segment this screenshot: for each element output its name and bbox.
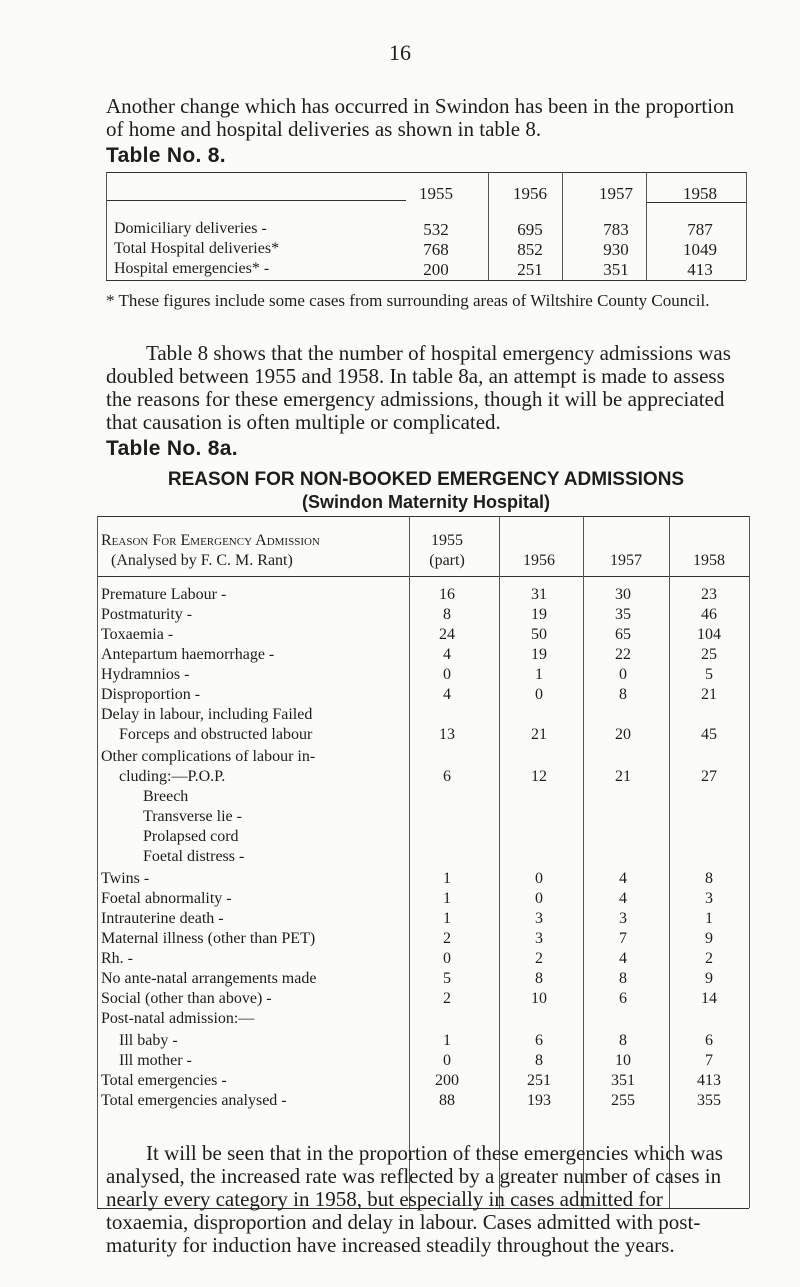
cell: 88 [439, 1092, 455, 1109]
intro-paragraph: Another change which has occurred in Swindon has been in the proportion of home and hospital deliveries as shown in table 8. [106, 94, 735, 141]
table8a-row [97, 686, 749, 708]
table8a-row [97, 1072, 749, 1094]
cell: 24 [439, 626, 455, 643]
row-label: Intrauterine death - [101, 910, 224, 927]
cell: 10 [615, 1052, 631, 1069]
table8-cell: 413 [687, 260, 713, 279]
row-label: Foetal abnormality - [101, 890, 232, 907]
table8a-title: REASON FOR NON-BOOKED EMERGENCY ADMISSIONS [167, 469, 685, 490]
table8-year-1957: 1957 [599, 184, 633, 203]
table8-cell: 783 [603, 220, 629, 239]
table8-cell: 200 [423, 260, 449, 279]
table8a-row [97, 586, 749, 608]
cell: 2 [705, 950, 713, 967]
row-label: Toxaemia - [101, 626, 174, 643]
table8a-year-1955-part: (part) [429, 552, 465, 569]
table8-cell: 852 [517, 240, 543, 259]
cell: 104 [697, 626, 721, 643]
table8-cell: 930 [603, 240, 629, 259]
table8a-row [97, 990, 749, 1012]
cell: 21 [701, 686, 717, 703]
table8a-row [97, 970, 749, 992]
table8a-row [97, 1052, 749, 1074]
cell: 8 [443, 606, 451, 623]
table8a-row [97, 870, 749, 892]
table8a-year-1957: 1957 [610, 552, 642, 569]
cell: 19 [531, 646, 547, 663]
cell: 7 [705, 1052, 713, 1069]
table8-heading: Table No. 8. [106, 144, 226, 167]
cell: 2 [535, 950, 543, 967]
row-label: Foetal distress - [143, 848, 245, 865]
row-label: Antepartum haemorrhage - [101, 646, 275, 663]
row-label: Social (other than above) - [101, 990, 272, 1007]
row-label: Twins - [101, 870, 150, 887]
table8-year-1955: 1955 [419, 184, 453, 203]
table8a-row [97, 788, 749, 810]
cell: 23 [701, 586, 717, 603]
row-label: Forceps and obstructed labour [119, 726, 313, 743]
table8a-row [97, 808, 749, 830]
cell: 4 [619, 870, 627, 887]
table8a-row [97, 606, 749, 628]
cell: 20 [615, 726, 631, 743]
cell: 25 [701, 646, 717, 663]
table8-row-label: Total Hospital deliveries* [114, 240, 280, 257]
cell: 1 [443, 890, 451, 907]
row-label: Transverse lie - [143, 808, 242, 825]
table8-cell: 695 [517, 220, 543, 239]
cell: 65 [615, 626, 631, 643]
cell: 46 [701, 606, 717, 623]
row-label: Ill mother - [119, 1052, 192, 1069]
table8a-row [97, 1010, 749, 1032]
cell: 6 [443, 768, 451, 785]
cell: 27 [701, 768, 717, 785]
cell: 9 [705, 970, 713, 987]
table8a-year-1958: 1958 [693, 552, 725, 569]
cell: 4 [619, 950, 627, 967]
table8a-row [97, 706, 749, 728]
cell: 5 [443, 970, 451, 987]
table8-row-label: Domiciliary deliveries - [114, 220, 267, 237]
table8 [106, 172, 746, 280]
cell: 8 [535, 1052, 543, 1069]
closing-paragraph: It will be seen that in the proportion of these emergencies which was analysed, the increased rate was reflected by a greater number of cases in nearly every category in 1958, but especially in cases admitted for toxaemia, disproportion and delay in labour. Cases admitted with post-maturity for induction have increased steadily throughout the years. [106, 1141, 723, 1257]
table8a-row [97, 950, 749, 972]
table8a-row [97, 646, 749, 668]
table8a-row [97, 930, 749, 952]
row-label: Rh. - [101, 950, 133, 967]
cell: 4 [443, 686, 451, 703]
cell: 50 [531, 626, 547, 643]
table8a-year-1955: 1955 [431, 532, 463, 549]
cell: 30 [615, 586, 631, 603]
table8a-row [97, 828, 749, 850]
table8a-col-header: Reason For Emergency Admission [101, 532, 320, 549]
table8-cell: 251 [517, 260, 543, 279]
cell: 2 [443, 930, 451, 947]
cell: 1 [443, 910, 451, 927]
cell: 1 [705, 910, 713, 927]
row-label: Ill baby - [119, 1032, 178, 1049]
cell: 3 [535, 910, 543, 927]
cell: 45 [701, 726, 717, 743]
table8a-row [97, 626, 749, 648]
cell: 6 [535, 1032, 543, 1049]
table8a-year-1956: 1956 [523, 552, 555, 569]
cell: 9 [705, 930, 713, 947]
row-label: Disproportion - [101, 686, 201, 703]
cell: 351 [611, 1072, 635, 1089]
table8-cell: 351 [603, 260, 629, 279]
table8a-row [97, 748, 749, 770]
table8a-col-subheader: (Analysed by F. C. M. Rant) [111, 552, 293, 569]
page-number: 16 [389, 40, 411, 65]
table8a-row [97, 1032, 749, 1054]
table8a [97, 516, 749, 1210]
cell: 35 [615, 606, 631, 623]
row-label: No ante-natal arrangements made [101, 970, 317, 987]
row-label: Breech [143, 788, 189, 805]
cell: 16 [439, 586, 455, 603]
cell: 4 [443, 646, 451, 663]
cell: 8 [705, 870, 713, 887]
table8-cell: 768 [423, 240, 449, 259]
cell: 0 [535, 870, 543, 887]
cell: 0 [443, 1052, 451, 1069]
cell: 0 [443, 950, 451, 967]
cell: 19 [531, 606, 547, 623]
cell: 2 [443, 990, 451, 1007]
table8-row-label: Hospital emergencies* - [114, 260, 270, 277]
cell: 12 [531, 768, 547, 785]
cell: 1 [535, 666, 543, 683]
cell: 8 [619, 1032, 627, 1049]
row-label: Total emergencies analysed - [101, 1092, 287, 1109]
cell: 8 [535, 970, 543, 987]
cell: 7 [619, 930, 627, 947]
table8a-row [97, 1092, 749, 1114]
cell: 193 [527, 1092, 551, 1109]
table8-footnote: * These figures include some cases from surrounding areas of Wiltshire County Council. [106, 291, 710, 310]
cell: 413 [697, 1072, 721, 1089]
cell: 6 [705, 1032, 713, 1049]
cell: 0 [619, 666, 627, 683]
row-label: Other complications of labour in- [101, 748, 316, 765]
cell: 255 [611, 1092, 635, 1109]
row-label: Hydramnios - [101, 666, 190, 683]
cell: 3 [705, 890, 713, 907]
cell: 8 [619, 970, 627, 987]
row-label: Premature Labour - [101, 586, 227, 603]
table8a-row [97, 890, 749, 912]
row-label: Maternal illness (other than PET) [101, 930, 316, 947]
cell: 0 [535, 686, 543, 703]
row-label: Postmaturity - [101, 606, 193, 623]
table8a-subtitle: (Swindon Maternity Hospital) [301, 492, 550, 512]
table8-cell: 1049 [683, 240, 717, 259]
cell: 3 [619, 910, 627, 927]
row-label: Total emergencies - [101, 1072, 227, 1089]
cell: 21 [615, 768, 631, 785]
cell: 4 [619, 890, 627, 907]
cell: 31 [531, 586, 547, 603]
table8a-row [97, 848, 749, 870]
table8a-row [97, 768, 749, 790]
table8a-row [97, 910, 749, 932]
table8-year-1956: 1956 [513, 184, 547, 203]
table8a-row [97, 666, 749, 688]
cell: 1 [443, 870, 451, 887]
cell: 22 [615, 646, 631, 663]
table8-cell: 787 [687, 220, 713, 239]
cell: 3 [535, 930, 543, 947]
table8-year-1958: 1958 [683, 184, 717, 203]
cell: 13 [439, 726, 455, 743]
cell: 10 [531, 990, 547, 1007]
row-label: cluding:—P.O.P. [119, 768, 226, 785]
cell: 355 [697, 1092, 721, 1109]
cell: 14 [701, 990, 717, 1007]
cell: 251 [527, 1072, 551, 1089]
body-paragraph: Table 8 shows that the number of hospital emergency admissions was doubled between 1955 and 1958. In table 8a, an attempt is made to assess the reasons for these emergency admissions, though it will be appreciated that causation is often multiple or complicated. [106, 341, 731, 434]
row-label: Post-natal admission:— [101, 1010, 255, 1027]
table8-cell: 532 [423, 220, 449, 239]
cell: 8 [619, 686, 627, 703]
cell: 6 [619, 990, 627, 1007]
cell: 5 [705, 666, 713, 683]
row-label: Prolapsed cord [143, 828, 239, 845]
cell: 21 [531, 726, 547, 743]
cell: 0 [443, 666, 451, 683]
row-label: Delay in labour, including Failed [101, 706, 313, 723]
cell: 1 [443, 1032, 451, 1049]
cell: 0 [535, 890, 543, 907]
cell: 200 [435, 1072, 459, 1089]
table8a-heading: Table No. 8a. [106, 437, 238, 460]
table8a-row [97, 726, 749, 748]
